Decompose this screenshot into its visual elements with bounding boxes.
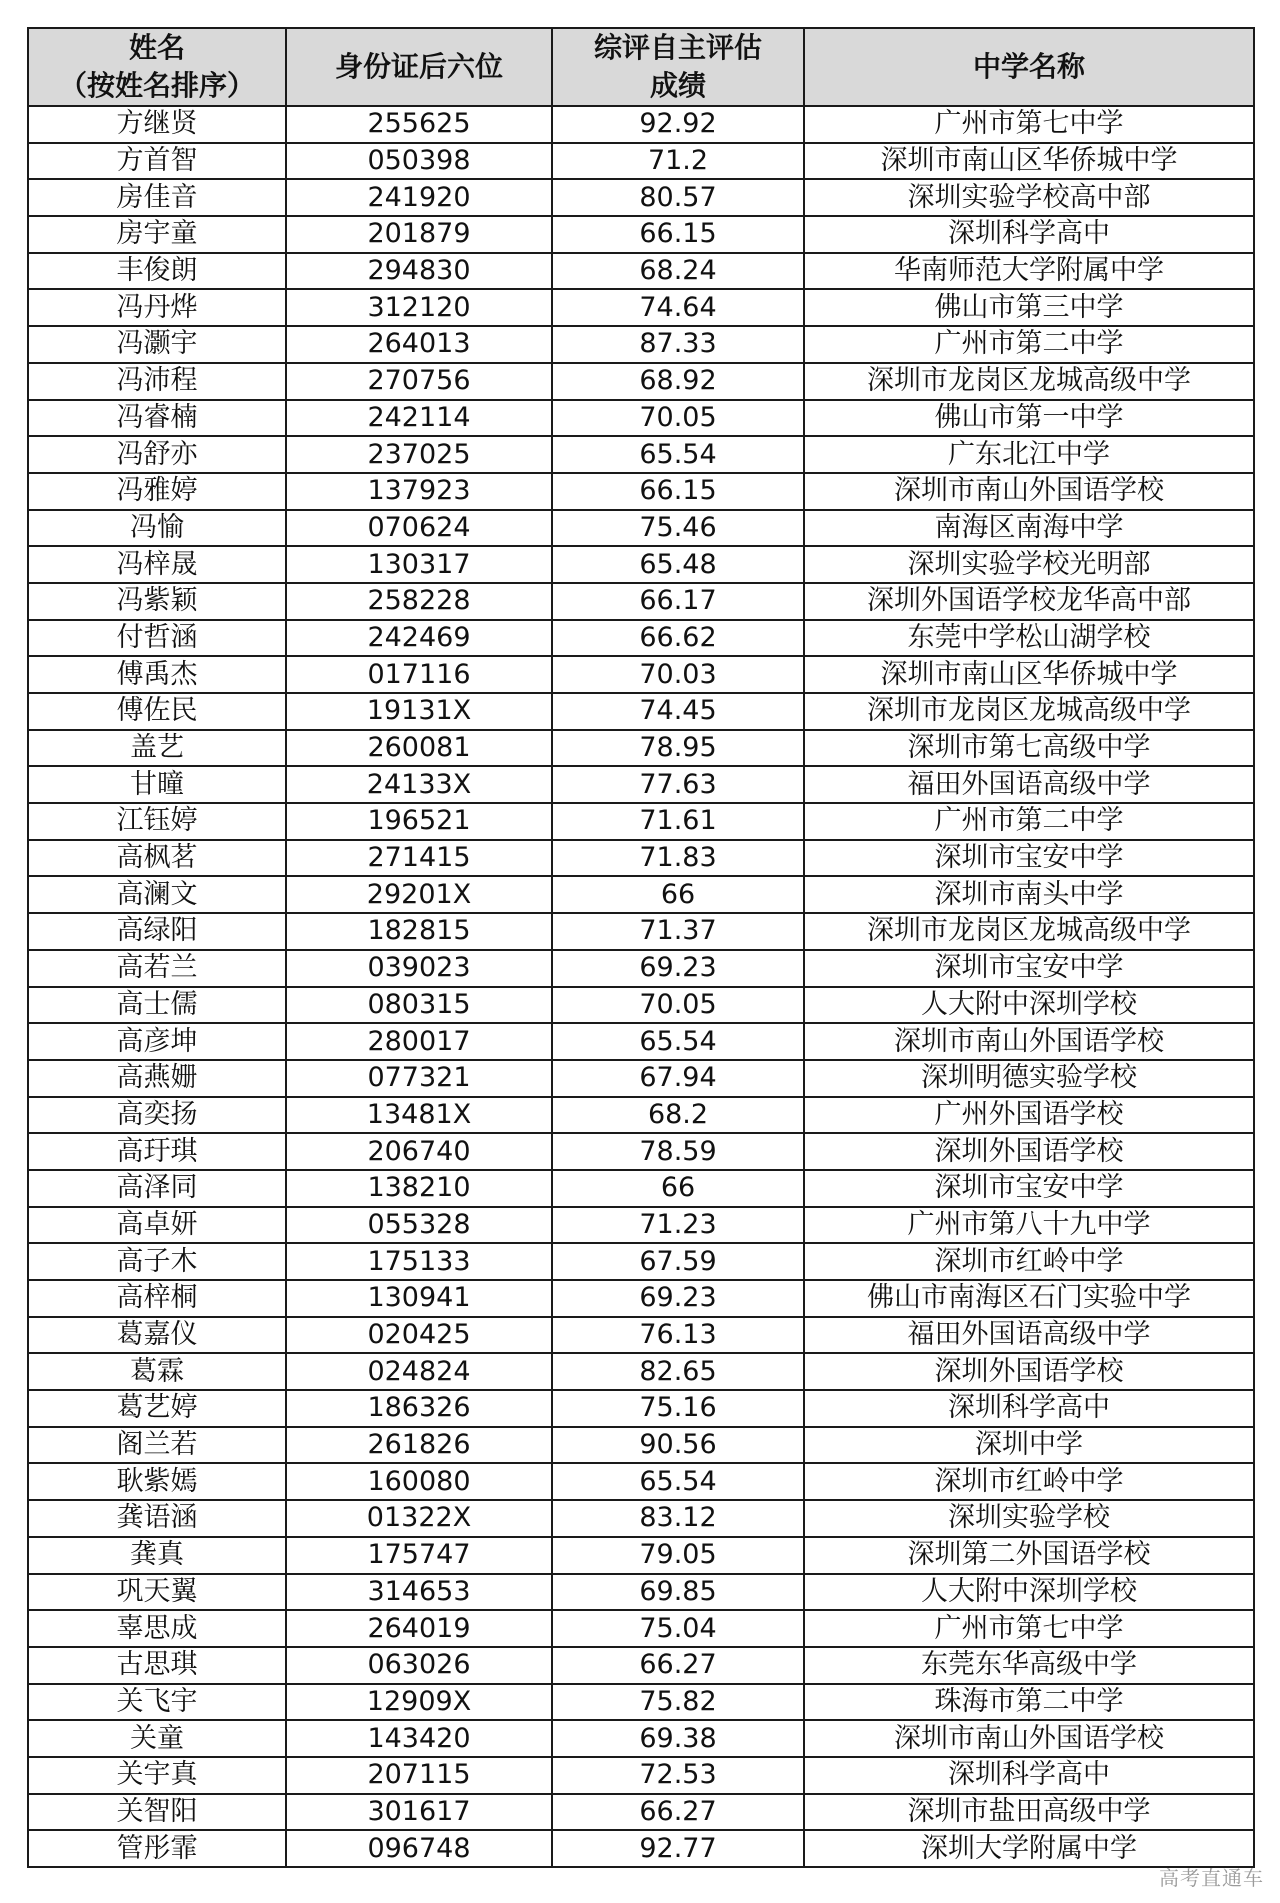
cell-score: 65.54 xyxy=(552,1463,804,1500)
table-row xyxy=(28,876,1254,913)
cell-id-suffix: 13481X xyxy=(286,1097,552,1134)
cell-id-suffix: 207115 xyxy=(286,1757,552,1794)
cell-school: 福田外国语高级中学 xyxy=(804,766,1254,803)
cell-score: 65.54 xyxy=(552,1023,804,1060)
cell-id-suffix: 017116 xyxy=(286,656,552,693)
cell-id-suffix: 138210 xyxy=(286,1170,552,1207)
cell-score: 74.45 xyxy=(552,693,804,730)
cell-id-suffix: 260081 xyxy=(286,730,552,767)
cell-school: 东莞东华高级中学 xyxy=(804,1647,1254,1684)
table-row xyxy=(28,546,1254,583)
cell-score: 66 xyxy=(552,876,804,913)
cell-name: 高燕姗 xyxy=(28,1060,286,1097)
cell-id-suffix: 096748 xyxy=(286,1830,552,1867)
cell-school: 深圳市龙岗区龙城高级中学 xyxy=(804,363,1254,400)
header-row xyxy=(28,28,1254,106)
table-row xyxy=(28,620,1254,657)
cell-id-suffix: 175747 xyxy=(286,1537,552,1574)
cell-school: 南海区南海中学 xyxy=(804,510,1254,547)
cell-score: 75.82 xyxy=(552,1684,804,1721)
table-row xyxy=(28,950,1254,987)
cell-score: 66.15 xyxy=(552,473,804,510)
cell-score: 69.23 xyxy=(552,950,804,987)
cell-id-suffix: 024824 xyxy=(286,1353,552,1390)
cell-name: 冯沛程 xyxy=(28,363,286,400)
cell-school: 深圳实验学校高中部 xyxy=(804,179,1254,216)
cell-school: 珠海市第二中学 xyxy=(804,1684,1254,1721)
header-school xyxy=(804,28,1254,106)
cell-id-suffix: 237025 xyxy=(286,436,552,473)
cell-school: 深圳市红岭中学 xyxy=(804,1463,1254,1500)
cell-score: 71.83 xyxy=(552,840,804,877)
cell-school: 深圳市宝安中学 xyxy=(804,1170,1254,1207)
cell-id-suffix: 258228 xyxy=(286,583,552,620)
cell-score: 92.92 xyxy=(552,106,804,143)
table-row xyxy=(28,1610,1254,1647)
cell-name: 龚语涵 xyxy=(28,1500,286,1537)
cell-score: 66.62 xyxy=(552,620,804,657)
table-row xyxy=(28,1170,1254,1207)
cell-id-suffix: 160080 xyxy=(286,1463,552,1500)
cell-score: 83.12 xyxy=(552,1500,804,1537)
cell-name: 冯灏宇 xyxy=(28,326,286,363)
table-row xyxy=(28,216,1254,253)
cell-name: 冯丹烨 xyxy=(28,289,286,326)
cell-name: 耿紫嫣 xyxy=(28,1463,286,1500)
cell-name: 高子木 xyxy=(28,1243,286,1280)
cell-name: 巩天翼 xyxy=(28,1574,286,1611)
cell-score: 69.85 xyxy=(552,1574,804,1611)
cell-school: 深圳实验学校 xyxy=(804,1500,1254,1537)
cell-school: 深圳科学高中 xyxy=(804,1757,1254,1794)
header-name-line-2: （按姓名排序） xyxy=(58,69,255,102)
table-row xyxy=(28,400,1254,437)
cell-score: 75.04 xyxy=(552,1610,804,1647)
cell-id-suffix: 242469 xyxy=(286,620,552,657)
cell-school: 深圳市南山外国语学校 xyxy=(804,473,1254,510)
cell-school: 深圳市南山区华侨城中学 xyxy=(804,143,1254,180)
cell-score: 80.57 xyxy=(552,179,804,216)
cell-school: 佛山市南海区石门实验中学 xyxy=(804,1280,1254,1317)
cell-id-suffix: 196521 xyxy=(286,803,552,840)
cell-school: 深圳市红岭中学 xyxy=(804,1243,1254,1280)
cell-id-suffix: 130941 xyxy=(286,1280,552,1317)
cell-id-suffix: 070624 xyxy=(286,510,552,547)
cell-school: 深圳实验学校光明部 xyxy=(804,546,1254,583)
cell-score: 66.27 xyxy=(552,1794,804,1831)
table-row xyxy=(28,693,1254,730)
table-row xyxy=(28,1720,1254,1757)
cell-id-suffix: 270756 xyxy=(286,363,552,400)
cell-school: 深圳外国语学校龙华高中部 xyxy=(804,583,1254,620)
cell-school: 人大附中深圳学校 xyxy=(804,987,1254,1024)
cell-school: 深圳市南头中学 xyxy=(804,876,1254,913)
cell-name: 葛霖 xyxy=(28,1353,286,1390)
table-row xyxy=(28,1574,1254,1611)
cell-id-suffix: 314653 xyxy=(286,1574,552,1611)
cell-school: 深圳市南山外国语学校 xyxy=(804,1023,1254,1060)
table-row xyxy=(28,1830,1254,1867)
cell-id-suffix: 301617 xyxy=(286,1794,552,1831)
header-score-line-1: 综评自主评估 xyxy=(593,31,762,64)
cell-name: 高梓桐 xyxy=(28,1280,286,1317)
cell-name: 高若兰 xyxy=(28,950,286,987)
cell-school: 深圳市宝安中学 xyxy=(804,840,1254,877)
cell-name: 盖艺 xyxy=(28,730,286,767)
cell-score: 70.03 xyxy=(552,656,804,693)
cell-score: 78.95 xyxy=(552,730,804,767)
cell-school: 深圳中学 xyxy=(804,1427,1254,1464)
cell-name: 方继贤 xyxy=(28,106,286,143)
cell-id-suffix: 01322X xyxy=(286,1500,552,1537)
table-row xyxy=(28,1207,1254,1244)
cell-id-suffix: 29201X xyxy=(286,876,552,913)
cell-name: 方首智 xyxy=(28,143,286,180)
table-row xyxy=(28,1684,1254,1721)
cell-score: 71.61 xyxy=(552,803,804,840)
cell-name: 甘曈 xyxy=(28,766,286,803)
cell-school: 广州市第七中学 xyxy=(804,106,1254,143)
table-row xyxy=(28,1133,1254,1170)
cell-school: 华南师范大学附属中学 xyxy=(804,253,1254,290)
cell-id-suffix: 255625 xyxy=(286,106,552,143)
cell-name: 高奕扬 xyxy=(28,1097,286,1134)
cell-score: 79.05 xyxy=(552,1537,804,1574)
header-score xyxy=(552,28,804,106)
table-body xyxy=(28,106,1254,1867)
cell-name: 高彦坤 xyxy=(28,1023,286,1060)
table-row xyxy=(28,1243,1254,1280)
table-row xyxy=(28,289,1254,326)
cell-score: 71.2 xyxy=(552,143,804,180)
cell-id-suffix: 050398 xyxy=(286,143,552,180)
table-row xyxy=(28,1097,1254,1134)
cell-name: 房佳音 xyxy=(28,179,286,216)
table-row xyxy=(28,1647,1254,1684)
cell-school: 广州市第八十九中学 xyxy=(804,1207,1254,1244)
cell-school: 深圳市龙岗区龙城高级中学 xyxy=(804,913,1254,950)
cell-name: 冯雅婷 xyxy=(28,473,286,510)
cell-score: 68.2 xyxy=(552,1097,804,1134)
table-row xyxy=(28,766,1254,803)
table-row xyxy=(28,1463,1254,1500)
table-row xyxy=(28,106,1254,143)
cell-score: 70.05 xyxy=(552,987,804,1024)
cell-name: 关童 xyxy=(28,1720,286,1757)
cell-name: 管彤霏 xyxy=(28,1830,286,1867)
cell-score: 69.23 xyxy=(552,1280,804,1317)
cell-school: 深圳外国语学校 xyxy=(804,1133,1254,1170)
cell-school: 深圳市龙岗区龙城高级中学 xyxy=(804,693,1254,730)
cell-score: 87.33 xyxy=(552,326,804,363)
table-row xyxy=(28,840,1254,877)
cell-id-suffix: 206740 xyxy=(286,1133,552,1170)
table-row xyxy=(28,253,1254,290)
cell-school: 福田外国语高级中学 xyxy=(804,1317,1254,1354)
cell-school: 深圳市南山区华侨城中学 xyxy=(804,656,1254,693)
cell-score: 77.63 xyxy=(552,766,804,803)
cell-name: 古思琪 xyxy=(28,1647,286,1684)
table-row xyxy=(28,326,1254,363)
cell-name: 丰俊朗 xyxy=(28,253,286,290)
cell-school: 广州市第七中学 xyxy=(804,1610,1254,1647)
table-row xyxy=(28,1500,1254,1537)
table-row xyxy=(28,143,1254,180)
cell-score: 66.17 xyxy=(552,583,804,620)
cell-id-suffix: 241920 xyxy=(286,179,552,216)
cell-score: 90.56 xyxy=(552,1427,804,1464)
cell-score: 71.37 xyxy=(552,913,804,950)
cell-school: 广州外国语学校 xyxy=(804,1097,1254,1134)
cell-name: 辜思成 xyxy=(28,1610,286,1647)
cell-score: 75.16 xyxy=(552,1390,804,1427)
header-name xyxy=(28,28,286,106)
cell-school: 人大附中深圳学校 xyxy=(804,1574,1254,1611)
cell-name: 高玗琪 xyxy=(28,1133,286,1170)
cell-school: 深圳外国语学校 xyxy=(804,1353,1254,1390)
header-school-line-1: 中学名称 xyxy=(972,50,1085,83)
cell-id-suffix: 264013 xyxy=(286,326,552,363)
cell-name: 冯睿楠 xyxy=(28,400,286,437)
cell-score: 82.65 xyxy=(552,1353,804,1390)
cell-id-suffix: 077321 xyxy=(286,1060,552,1097)
cell-name: 冯舒亦 xyxy=(28,436,286,473)
cell-name: 高卓妍 xyxy=(28,1207,286,1244)
cell-school: 深圳市南山外国语学校 xyxy=(804,1720,1254,1757)
cell-score: 67.94 xyxy=(552,1060,804,1097)
cell-score: 69.38 xyxy=(552,1720,804,1757)
cell-score: 72.53 xyxy=(552,1757,804,1794)
table-row xyxy=(28,179,1254,216)
cell-school: 广东北江中学 xyxy=(804,436,1254,473)
table-row xyxy=(28,436,1254,473)
table-row xyxy=(28,913,1254,950)
table-row xyxy=(28,730,1254,767)
cell-school: 深圳第二外国语学校 xyxy=(804,1537,1254,1574)
cell-id-suffix: 186326 xyxy=(286,1390,552,1427)
cell-score: 75.46 xyxy=(552,510,804,547)
table-row xyxy=(28,1794,1254,1831)
cell-id-suffix: 261826 xyxy=(286,1427,552,1464)
table-row xyxy=(28,1390,1254,1427)
cell-name: 葛嘉仪 xyxy=(28,1317,286,1354)
cell-score: 65.54 xyxy=(552,436,804,473)
cell-id-suffix: 24133X xyxy=(286,766,552,803)
cell-name: 关智阳 xyxy=(28,1794,286,1831)
cell-score: 76.13 xyxy=(552,1317,804,1354)
cell-name: 冯梓晟 xyxy=(28,546,286,583)
cell-school: 佛山市第三中学 xyxy=(804,289,1254,326)
cell-id-suffix: 280017 xyxy=(286,1023,552,1060)
cell-name: 付哲涵 xyxy=(28,620,286,657)
cell-name: 冯愉 xyxy=(28,510,286,547)
cell-id-suffix: 039023 xyxy=(286,950,552,987)
cell-school: 深圳市第七高级中学 xyxy=(804,730,1254,767)
score-table xyxy=(27,27,1255,1868)
table-row xyxy=(28,583,1254,620)
table-row xyxy=(28,1427,1254,1464)
cell-school: 东莞中学松山湖学校 xyxy=(804,620,1254,657)
table-row xyxy=(28,473,1254,510)
cell-name: 葛艺婷 xyxy=(28,1390,286,1427)
header-name-line-1: 姓名 xyxy=(128,31,185,64)
table-row xyxy=(28,1317,1254,1354)
cell-id-suffix: 201879 xyxy=(286,216,552,253)
cell-school: 广州市第二中学 xyxy=(804,803,1254,840)
cell-id-suffix: 264019 xyxy=(286,1610,552,1647)
cell-id-suffix: 19131X xyxy=(286,693,552,730)
cell-name: 阁兰若 xyxy=(28,1427,286,1464)
header-score-line-2: 成绩 xyxy=(649,69,706,102)
table-row xyxy=(28,803,1254,840)
table-row xyxy=(28,363,1254,400)
table-row xyxy=(28,1060,1254,1097)
cell-score: 92.77 xyxy=(552,1830,804,1867)
cell-score: 66.15 xyxy=(552,216,804,253)
cell-score: 66 xyxy=(552,1170,804,1207)
cell-name: 高泽同 xyxy=(28,1170,286,1207)
cell-name: 冯紫颖 xyxy=(28,583,286,620)
cell-score: 74.64 xyxy=(552,289,804,326)
watermark: 高考直通车 xyxy=(1159,1866,1264,1890)
cell-name: 高士儒 xyxy=(28,987,286,1024)
cell-score: 68.24 xyxy=(552,253,804,290)
cell-name: 龚真 xyxy=(28,1537,286,1574)
cell-score: 70.05 xyxy=(552,400,804,437)
cell-score: 67.59 xyxy=(552,1243,804,1280)
cell-school: 深圳科学高中 xyxy=(804,216,1254,253)
cell-name: 江钰婷 xyxy=(28,803,286,840)
score-sheet xyxy=(27,27,1253,1868)
cell-school: 深圳大学附属中学 xyxy=(804,1830,1254,1867)
cell-school: 深圳明德实验学校 xyxy=(804,1060,1254,1097)
cell-id-suffix: 080315 xyxy=(286,987,552,1024)
table-row xyxy=(28,1537,1254,1574)
table-row xyxy=(28,1757,1254,1794)
cell-name: 关宇真 xyxy=(28,1757,286,1794)
cell-id-suffix: 294830 xyxy=(286,253,552,290)
cell-id-suffix: 271415 xyxy=(286,840,552,877)
cell-name: 关飞宇 xyxy=(28,1684,286,1721)
cell-score: 71.23 xyxy=(552,1207,804,1244)
cell-score: 68.92 xyxy=(552,363,804,400)
cell-score: 66.27 xyxy=(552,1647,804,1684)
cell-id-suffix: 055328 xyxy=(286,1207,552,1244)
cell-school: 深圳科学高中 xyxy=(804,1390,1254,1427)
cell-id-suffix: 143420 xyxy=(286,1720,552,1757)
cell-school: 佛山市第一中学 xyxy=(804,400,1254,437)
cell-id-suffix: 175133 xyxy=(286,1243,552,1280)
table-row xyxy=(28,987,1254,1024)
cell-id-suffix: 137923 xyxy=(286,473,552,510)
header-id-suffix xyxy=(286,28,552,106)
cell-name: 高绿阳 xyxy=(28,913,286,950)
header-id-suffix-line-1: 身份证后六位 xyxy=(334,50,503,83)
cell-score: 65.48 xyxy=(552,546,804,583)
cell-id-suffix: 020425 xyxy=(286,1317,552,1354)
cell-school: 深圳市盐田高级中学 xyxy=(804,1794,1254,1831)
cell-id-suffix: 063026 xyxy=(286,1647,552,1684)
cell-name: 高枫茗 xyxy=(28,840,286,877)
cell-id-suffix: 130317 xyxy=(286,546,552,583)
cell-name: 傅禹杰 xyxy=(28,656,286,693)
cell-id-suffix: 242114 xyxy=(286,400,552,437)
cell-id-suffix: 312120 xyxy=(286,289,552,326)
cell-school: 深圳市宝安中学 xyxy=(804,950,1254,987)
cell-name: 傅佐民 xyxy=(28,693,286,730)
cell-name: 高澜文 xyxy=(28,876,286,913)
table-row xyxy=(28,1353,1254,1390)
cell-id-suffix: 182815 xyxy=(286,913,552,950)
cell-id-suffix: 12909X xyxy=(286,1684,552,1721)
table-row xyxy=(28,510,1254,547)
cell-name: 房宇童 xyxy=(28,216,286,253)
table-row xyxy=(28,656,1254,693)
table-row xyxy=(28,1280,1254,1317)
table-row xyxy=(28,1023,1254,1060)
cell-score: 78.59 xyxy=(552,1133,804,1170)
cell-school: 广州市第二中学 xyxy=(804,326,1254,363)
